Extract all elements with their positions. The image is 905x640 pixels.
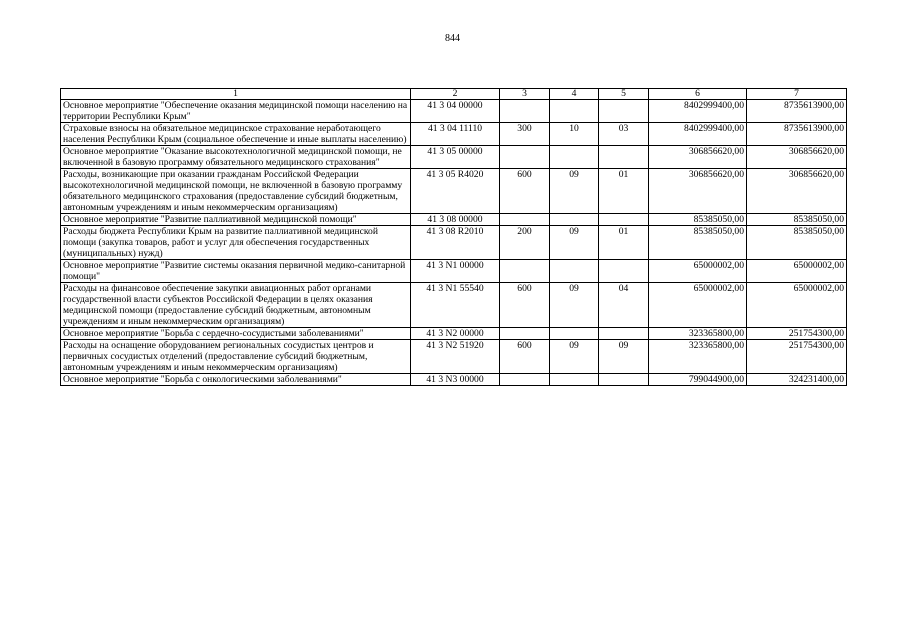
column-header: 7: [747, 89, 847, 100]
row-expense-type: 600: [500, 340, 550, 374]
row-code: 41 3 N2 00000: [411, 328, 500, 340]
table-row: [61, 214, 847, 226]
column-header: 4: [550, 89, 599, 100]
row-code: 41 3 04 11110: [411, 123, 500, 146]
row-section: [550, 100, 599, 123]
row-section: 09: [550, 169, 599, 214]
row-expense-type: [500, 374, 550, 386]
row-subsection: [599, 260, 649, 283]
row-section: [550, 328, 599, 340]
row-amount-7: 8735613900,00: [747, 100, 847, 123]
row-section: [550, 374, 599, 386]
table-row: [61, 340, 847, 374]
row-amount-6: 306856620,00: [649, 146, 747, 169]
column-header: 5: [599, 89, 649, 100]
row-amount-6: 8402999400,00: [649, 123, 747, 146]
row-section: [550, 214, 599, 226]
column-header: 2: [411, 89, 500, 100]
row-name: Основное мероприятие "Развитие паллиативной медицинской помощи": [61, 214, 411, 226]
row-amount-6: 323365800,00: [649, 340, 747, 374]
row-subsection: 01: [599, 169, 649, 214]
row-name: Расходы, возникающие при оказании гражданам Российской Федерации высокотехнологичной медицинской помощи, не включенной в базовую программу обязательного медицинского страхования (предоставление субсидий бюджетным, автономным учреждениям и иным некоммерческим организациям): [61, 169, 411, 214]
row-expense-type: [500, 328, 550, 340]
column-header: 3: [500, 89, 550, 100]
row-section: [550, 146, 599, 169]
table-row: [61, 169, 847, 214]
row-code: 41 3 N3 00000: [411, 374, 500, 386]
row-code: 41 3 08 00000: [411, 214, 500, 226]
row-expense-type: [500, 260, 550, 283]
row-name: Основное мероприятие "Борьба с сердечно-сосудистыми заболеваниями": [61, 328, 411, 340]
table-row: [61, 226, 847, 260]
row-amount-7: 65000002,00: [747, 260, 847, 283]
row-expense-type: [500, 146, 550, 169]
header-row: [61, 89, 847, 100]
row-amount-6: 8402999400,00: [649, 100, 747, 123]
row-amount-7: 251754300,00: [747, 340, 847, 374]
row-section: 09: [550, 283, 599, 328]
row-amount-7: 85385050,00: [747, 226, 847, 260]
row-expense-type: 600: [500, 283, 550, 328]
row-subsection: [599, 100, 649, 123]
row-section: 09: [550, 226, 599, 260]
row-code: 41 3 08 R2010: [411, 226, 500, 260]
table-row: [61, 374, 847, 386]
row-code: 41 3 N1 00000: [411, 260, 500, 283]
column-header: 6: [649, 89, 747, 100]
row-name: Основное мероприятие "Оказание высокотехнологичной медицинской помощи, не включенной в базовую программу обязательного медицинского страхования": [61, 146, 411, 169]
row-amount-6: 323365800,00: [649, 328, 747, 340]
row-subsection: [599, 328, 649, 340]
row-name: Расходы на финансовое обеспечение закупки авиационных работ органами государственной власти субъектов Российской Федерации в целях оказания медицинской помощи (предоставление субсидий бюджетным, автономным учреждениям и иным некоммерческим организациям): [61, 283, 411, 328]
row-subsection: 09: [599, 340, 649, 374]
row-amount-6: 85385050,00: [649, 214, 747, 226]
table-row: [61, 100, 847, 123]
row-section: 09: [550, 340, 599, 374]
row-expense-type: 300: [500, 123, 550, 146]
page-number: 844: [445, 33, 460, 44]
row-amount-7: 306856620,00: [747, 169, 847, 214]
row-code: 41 3 N1 55540: [411, 283, 500, 328]
table-row: [61, 260, 847, 283]
row-section: [550, 260, 599, 283]
row-expense-type: 200: [500, 226, 550, 260]
row-name: Основное мероприятие "Развитие системы оказания первичной медико-санитарной помощи": [61, 260, 411, 283]
row-expense-type: [500, 214, 550, 226]
budget-table: [60, 88, 847, 386]
row-amount-6: 65000002,00: [649, 260, 747, 283]
row-subsection: 01: [599, 226, 649, 260]
row-amount-6: 85385050,00: [649, 226, 747, 260]
table-row: [61, 146, 847, 169]
row-amount-6: 306856620,00: [649, 169, 747, 214]
row-name: Основное мероприятие "Обеспечение оказания медицинской помощи населению на территории Республики Крым": [61, 100, 411, 123]
row-amount-7: 85385050,00: [747, 214, 847, 226]
row-code: 41 3 N2 51920: [411, 340, 500, 374]
table-row: [61, 283, 847, 328]
row-name: Страховые взносы на обязательное медицинское страхование неработающего населения Республики Крым (социальное обеспечение и иные выплаты населению): [61, 123, 411, 146]
row-code: 41 3 05 R4020: [411, 169, 500, 214]
row-code: 41 3 04 00000: [411, 100, 500, 123]
table-row: [61, 328, 847, 340]
row-amount-7: 65000002,00: [747, 283, 847, 328]
row-subsection: [599, 374, 649, 386]
row-amount-7: 8735613900,00: [747, 123, 847, 146]
row-expense-type: [500, 100, 550, 123]
row-amount-6: 65000002,00: [649, 283, 747, 328]
row-code: 41 3 05 00000: [411, 146, 500, 169]
row-amount-7: 251754300,00: [747, 328, 847, 340]
row-subsection: 04: [599, 283, 649, 328]
row-amount-6: 799044900,00: [649, 374, 747, 386]
row-name: Основное мероприятие "Борьба с онкологическими заболеваниями": [61, 374, 411, 386]
table-row: [61, 123, 847, 146]
row-amount-7: 306856620,00: [747, 146, 847, 169]
row-section: 10: [550, 123, 599, 146]
row-subsection: 03: [599, 123, 649, 146]
row-name: Расходы бюджета Республики Крым на развитие паллиативной медицинской помощи (закупка товаров, работ и услуг для обеспечения государственных (муниципальных) нужд): [61, 226, 411, 260]
row-name: Расходы на оснащение оборудованием региональных сосудистых центров и первичных сосудистых отделений (предоставление субсидий бюджетным, автономным учреждениям и иным некоммерческим организациям): [61, 340, 411, 374]
column-header: 1: [61, 89, 411, 100]
row-subsection: [599, 146, 649, 169]
row-subsection: [599, 214, 649, 226]
row-amount-7: 324231400,00: [747, 374, 847, 386]
row-expense-type: 600: [500, 169, 550, 214]
